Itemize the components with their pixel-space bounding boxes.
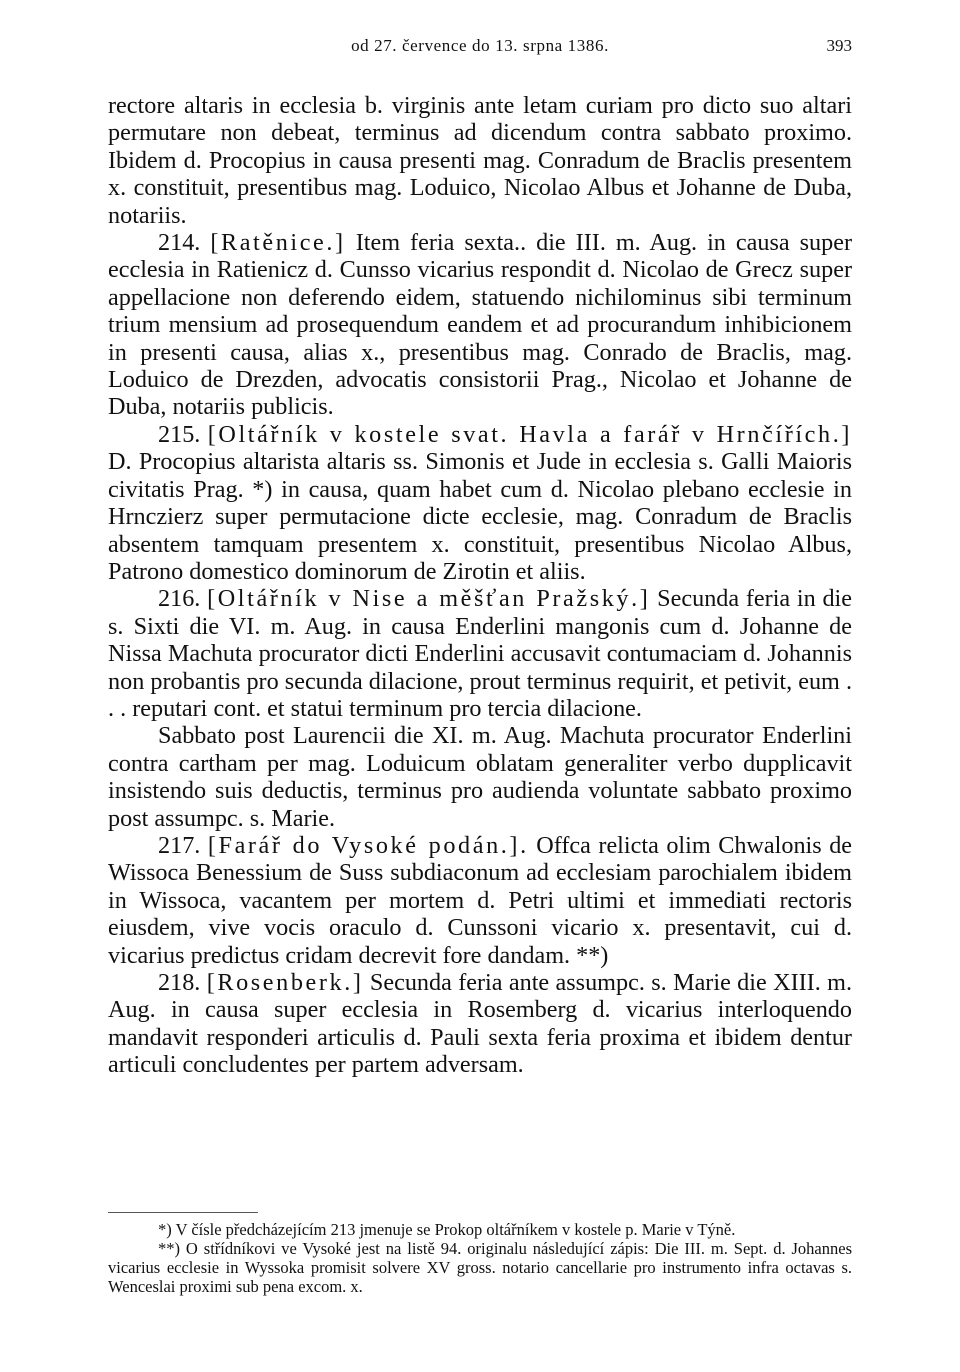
entry-text: D. Procopius altarista altaris ss. Simonis et Jude in ecclesia s. Galli Maioris civitatis Prag. *) in causa, quam habet cum d. Nicolao plebano ecclesie in Hrnczierz super permutacione dicte ecclesie, mag. Conradum de Braclis absentem tamquam presentem x. constituit, presentibus Nicolao Albus, Patrono domestico dominorum de Zirotin et aliis.	[108, 448, 852, 585]
paragraph-sabbato: Sabbato post Laurencii die XI. m. Aug. Machuta procurator Enderlini contra cartham per mag. Loduicum oblatam generaliter verbo dupplicavit insistendo suis deductis, terminus pro audienda voluntate sabbato proximo post assumpc. s. Marie.	[108, 722, 852, 832]
entry-number: 215.	[158, 420, 201, 448]
entry-text: Secunda feria in die s. Sixti die VI. m. Aug. in causa Enderlini mangonis cum d. Johanne de Nissa Machuta procurator dicti Enderlini accusavit contumaciam d. Johannis non probantis pro secunda dilacione, prout terminus requirit, et petivit, eum . . . reputari cont. et statui terminum pro tercia dilacione.	[108, 585, 853, 722]
entry-218	[108, 969, 852, 1079]
entry-number: 217.	[158, 831, 201, 859]
page-number: 393	[826, 36, 852, 55]
entry-number: 214.	[158, 229, 201, 257]
entry-214	[108, 229, 852, 421]
entry-text: Secunda feria ante assumpc. s. Marie die XIII. m. Aug. in causa super ecclesia in Rosemberg d. vicarius interloquendo mandavit responderi articulis d. Pauli sexta feria proxima et ibidem dentur articuli concludentes per partem adversam.	[108, 969, 853, 1079]
entry-text: Offca relicta olim Chwalonis de Wissoca Benessium de Suss subdiaconum ad ecclesiam parochialem ibidem in Wissoca, vacantem per mortem d. Petri ultimi et immediati rectoris eiusdem, vive vocis oraculo d. Cunssoni vicario x. presentavit, cui d. vicarius predictus cridam decrevit fore dandam. **)	[108, 831, 853, 969]
entry-heading: [Farář do Vysoké podán.].	[207, 831, 529, 859]
entry-text: Item feria sexta.. die III. m. Aug. in causa super ecclesia in Ratienicz d. Cunsso vicarius respondit d. Nicolao de Grecz super appellacione non deferendo eidem, statuendo nichilominus sibi terminum trium mensium ad prosequendum eandem et ad procurandum inhibicionem in presenti causa, alias x., presentibus mag. Conrado de Braclis, mag. Loduico de Drezden, advocatis consistorii Prag., Nicolao et Johanne de Duba, notariis publicis.	[108, 229, 852, 421]
running-title: od 27. července do 13. srpna 1386.	[351, 36, 609, 55]
entry-heading: [Rosenberk.]	[206, 969, 364, 996]
footnote-1: *) V čísle předcházejícím 213 jmenuje se Prokop oltářníkem v kostele p. Marie v Týně.	[158, 1220, 736, 1239]
entry-217	[108, 832, 852, 969]
footnote-divider	[108, 1212, 258, 1213]
entry-215	[108, 421, 852, 585]
paragraph-continuation: rectore altaris in ecclesia b. virginis ante letam curiam pro dicto suo altari permutare non debeat, terminus ad dicendum contra sabbato proximo. Ibidem d. Procopius in causa presenti mag. Conradum de Braclis presentem x. constituit, presentibus mag. Loduico, Nicolao Albus et Johanne de Duba, notariis.	[108, 92, 852, 229]
main-text	[108, 92, 852, 1079]
page-header	[108, 36, 852, 66]
entry-216	[108, 585, 852, 722]
footnote-2: **) O střídníkovi ve Vysoké jest na listě 94. originalu následující zápis: Die III. m. Sept. d. Johannes vicarius ecclesie in Wyssoka promisit solvere XV gross. notario cancellarie pro instrumento infra octavas s. Wenceslai proximi sub pena excom. x.	[108, 1239, 852, 1296]
footnotes	[108, 1220, 852, 1296]
entry-number: 216.	[158, 585, 201, 613]
entry-heading: [Oltářník v Nise a měšťan Pražský.]	[207, 585, 651, 613]
entry-number: 218.	[158, 969, 201, 996]
entry-heading: [Oltářník v kostele svat. Havla a farář v Hrnčířích.]	[207, 420, 852, 448]
entry-heading: [Ratěnice.]	[210, 229, 346, 257]
